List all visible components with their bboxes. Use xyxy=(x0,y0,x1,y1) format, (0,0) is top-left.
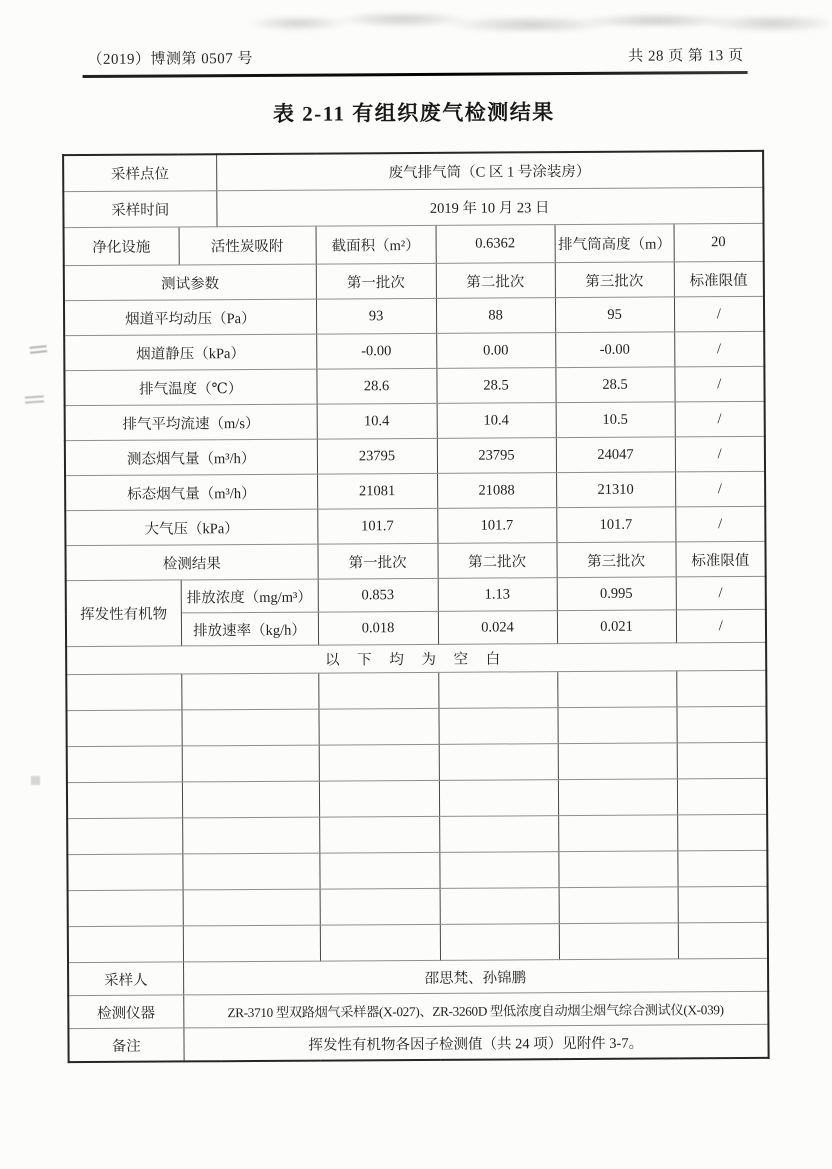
empty-row xyxy=(67,778,767,818)
param-limit: / xyxy=(674,366,764,402)
param-label: 排气平均流速（m/s） xyxy=(65,404,317,441)
param-label: 排气温度（℃） xyxy=(64,369,316,406)
param-limit: / xyxy=(674,296,764,332)
blank-below-note: 以 下 均 为 空 白 xyxy=(66,642,766,674)
empty-row xyxy=(67,814,767,854)
remark-row xyxy=(68,1024,768,1062)
results-label: 检测结果 xyxy=(65,544,317,581)
param-label: 标态烟气量（m³/h） xyxy=(65,474,317,511)
empty-cell xyxy=(67,818,182,855)
empty-cell xyxy=(439,816,558,853)
param-limit: / xyxy=(674,331,764,367)
empty-cell xyxy=(319,852,439,889)
param-label: 烟道静压（kPa） xyxy=(64,334,316,371)
batch1-header: 第一批次 xyxy=(317,543,437,579)
limit-header: 标准限值 xyxy=(674,261,764,297)
empty-cell xyxy=(66,674,181,711)
empty-cell xyxy=(67,782,182,819)
empty-cell xyxy=(182,781,319,818)
empty-cell xyxy=(318,672,438,709)
test-params-header-row xyxy=(64,261,764,300)
purification-value: 活性炭吸附 xyxy=(179,226,316,265)
voc-row-label: 排放速率（kg/h） xyxy=(181,612,318,646)
empty-cell xyxy=(677,850,767,887)
sampling-point-value: 废气排气筒（C 区 1 号涂装房） xyxy=(216,151,763,191)
empty-cell xyxy=(320,924,440,961)
empty-cell xyxy=(440,924,559,961)
document-number: （2019）博测第 0507 号 xyxy=(87,50,254,68)
empty-cell xyxy=(559,923,678,960)
empty-cell xyxy=(318,708,438,745)
param-limit: / xyxy=(675,471,765,507)
page-header xyxy=(87,44,743,69)
empty-cell xyxy=(676,670,766,707)
page-number-info: 共 28 页 第 13 页 xyxy=(628,47,744,65)
batch3-header: 第三批次 xyxy=(556,542,675,578)
param-row-static-pressure xyxy=(64,331,764,370)
sampler-row xyxy=(68,958,768,995)
limit-header: 标准限值 xyxy=(675,541,765,577)
empty-cell xyxy=(558,815,677,852)
empty-cell xyxy=(440,888,559,925)
empty-cell xyxy=(677,814,767,851)
empty-row xyxy=(67,742,767,782)
param-b2: 0.00 xyxy=(436,333,555,369)
param-row-avg-velocity xyxy=(65,401,765,440)
empty-cell xyxy=(183,925,320,962)
empty-row xyxy=(66,670,766,710)
batch2-header: 第二批次 xyxy=(436,263,555,299)
param-b1: 21081 xyxy=(317,473,437,509)
voc-b1: 0.018 xyxy=(318,611,438,645)
batch3-header: 第三批次 xyxy=(555,262,674,298)
empty-cell xyxy=(676,706,766,743)
sampling-point-label: 采样点位 xyxy=(63,154,216,191)
empty-cell xyxy=(181,673,318,710)
param-b3: -0.00 xyxy=(555,332,674,368)
empty-cell xyxy=(558,851,677,888)
param-b2: 21088 xyxy=(437,473,556,509)
param-b3: 28.5 xyxy=(555,367,674,403)
empty-cell xyxy=(319,816,439,853)
param-b3: 95 xyxy=(555,297,674,333)
empty-cell xyxy=(438,708,557,745)
empty-cell xyxy=(558,743,677,780)
instrument-label: 检测仪器 xyxy=(68,995,183,1029)
param-b3: 101.7 xyxy=(556,507,675,543)
blank-below-row xyxy=(66,642,766,674)
empty-cell xyxy=(320,888,440,925)
cross-section-label: 截面积（m²） xyxy=(316,225,436,264)
voc-concentration-row xyxy=(66,576,766,613)
param-b2: 10.4 xyxy=(437,403,556,439)
param-b1: 101.7 xyxy=(317,508,437,544)
sampler-label: 采样人 xyxy=(68,962,183,996)
empty-cell xyxy=(183,889,320,926)
page-title: 表 2-11 有组织废气检测结果 xyxy=(272,100,555,126)
voc-limit: / xyxy=(676,576,766,610)
empty-cell xyxy=(68,890,183,927)
empty-cell xyxy=(67,746,182,783)
purification-label: 净化设施 xyxy=(64,227,179,266)
instrument-value: ZR-3710 型双路烟气采样器(X-027)、ZR-3260D 型低浓度自动烟尘烟气综合测试仪(X-039) xyxy=(183,991,768,1028)
empty-cell xyxy=(66,710,181,747)
purification-row xyxy=(64,223,764,265)
sampling-time-label: 采样时间 xyxy=(63,191,216,228)
param-b1: 93 xyxy=(316,298,436,334)
empty-cell xyxy=(182,817,319,854)
voc-limit: / xyxy=(676,609,766,643)
empty-cell xyxy=(438,672,557,709)
results-table xyxy=(62,150,770,1063)
cross-section-value: 0.6362 xyxy=(436,225,555,264)
batch2-header: 第二批次 xyxy=(437,543,556,579)
empty-cell xyxy=(439,780,558,817)
test-params-label: 测试参数 xyxy=(64,264,316,301)
param-b3: 10.5 xyxy=(556,402,675,438)
voc-b3: 0.995 xyxy=(557,577,676,611)
batch1-header: 第一批次 xyxy=(316,263,436,299)
param-row-dynamic-pressure xyxy=(64,296,764,335)
param-b1: 10.4 xyxy=(317,403,437,439)
empty-cell xyxy=(559,887,678,924)
param-b2: 88 xyxy=(436,298,555,334)
voc-b1: 0.853 xyxy=(318,578,438,612)
empty-cell xyxy=(68,926,183,963)
param-b2: 101.7 xyxy=(437,508,556,544)
param-b3: 21310 xyxy=(556,472,675,508)
param-label: 测态烟气量（m³/h） xyxy=(65,439,317,476)
param-b1: -0.00 xyxy=(316,333,436,369)
param-row-measured-flow xyxy=(65,436,765,475)
stack-height-value: 20 xyxy=(674,223,764,262)
empty-row xyxy=(68,922,768,962)
param-limit: / xyxy=(675,436,765,472)
param-b1: 23795 xyxy=(317,438,437,474)
sampling-time-value: 2019 年 10 月 23 日 xyxy=(216,187,763,226)
empty-cell xyxy=(557,671,676,708)
param-limit: / xyxy=(675,401,765,437)
param-row-standard-flow xyxy=(65,471,765,510)
param-b3: 24047 xyxy=(556,437,675,473)
results-table-wrap xyxy=(62,150,770,1063)
voc-group-label: 挥发性有机物 xyxy=(66,580,181,647)
stack-height-label: 排气筒高度（m） xyxy=(555,224,674,263)
empty-cell xyxy=(182,853,319,890)
empty-cell xyxy=(677,742,767,779)
empty-cell xyxy=(557,707,676,744)
sampler-value: 邵思梵、孙锦鹏 xyxy=(183,958,768,995)
empty-cell xyxy=(677,778,767,815)
results-header-row xyxy=(65,541,765,580)
empty-cell xyxy=(319,744,439,781)
param-label: 烟道平均动压（Pa） xyxy=(64,299,316,336)
header-divider xyxy=(83,71,748,78)
param-limit: / xyxy=(675,506,765,542)
empty-cell xyxy=(678,886,768,923)
param-b2: 28.5 xyxy=(436,368,555,404)
remark-label: 备注 xyxy=(68,1028,183,1062)
param-label: 大气压（kPa） xyxy=(65,509,317,546)
empty-row xyxy=(67,850,767,890)
empty-cell xyxy=(558,779,677,816)
param-b1: 28.6 xyxy=(316,368,436,404)
empty-cell xyxy=(181,709,318,746)
sampling-time-row xyxy=(63,187,763,227)
empty-cell xyxy=(439,744,558,781)
empty-cell xyxy=(319,780,439,817)
sampling-point-row xyxy=(63,151,763,192)
voc-b2: 0.024 xyxy=(438,611,557,645)
param-row-atm-pressure xyxy=(65,506,765,545)
empty-cell xyxy=(182,745,319,782)
voc-b2: 1.13 xyxy=(438,578,557,612)
voc-b3: 0.021 xyxy=(557,610,676,644)
param-row-exhaust-temp xyxy=(64,366,764,405)
empty-row xyxy=(68,886,768,926)
remark-value: 挥发性有机物各因子检测值（共 24 项）见附件 3-7。 xyxy=(183,1024,768,1061)
empty-row xyxy=(66,706,766,746)
empty-cell xyxy=(67,854,182,891)
voc-row-label: 排放浓度（mg/m³） xyxy=(181,579,318,613)
empty-cell xyxy=(439,852,558,889)
instrument-row xyxy=(68,991,768,1028)
empty-cell xyxy=(678,922,768,959)
param-b2: 23795 xyxy=(437,438,556,474)
